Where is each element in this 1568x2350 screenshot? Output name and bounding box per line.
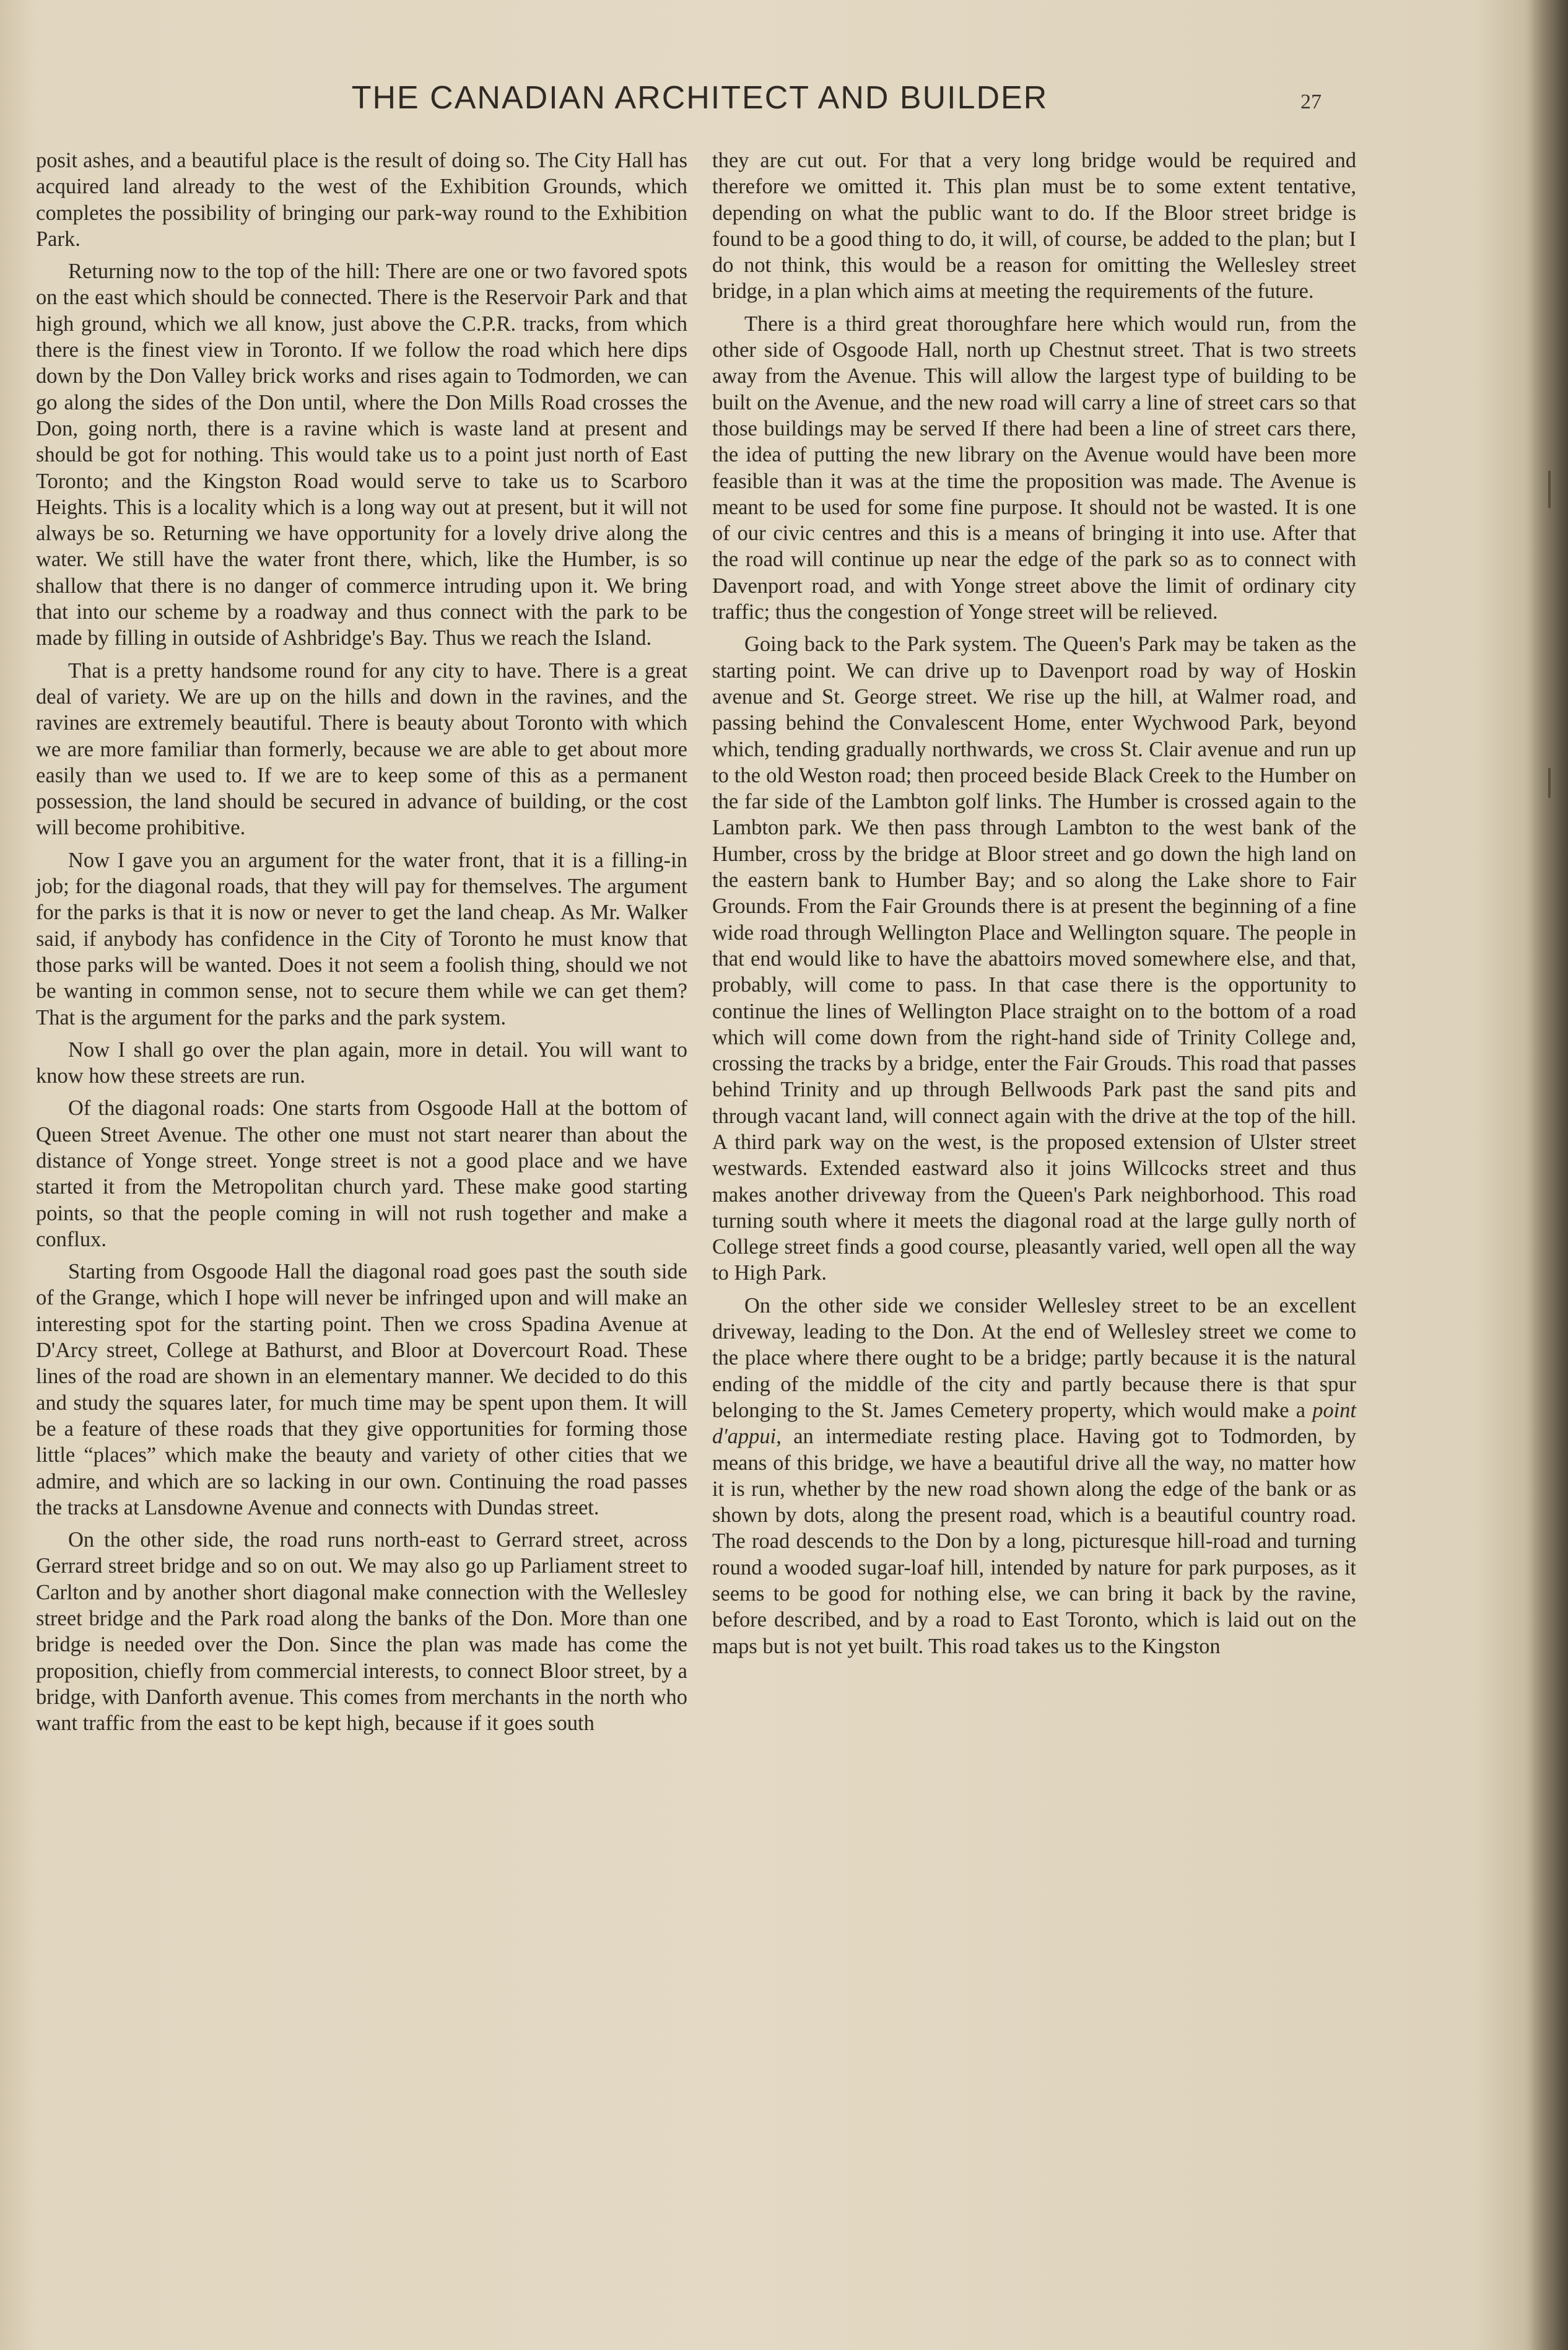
paragraph: Starting from Osgoode Hall the diagonal road goes past the south side of the Grange, which I hope will never be infringed upon and will make an interesting spot for the starting point. Then we cross Spadina Avenue at D'Arcy street, College at Bathurst, and Bloor at Dovercourt Road. These lines of the road are shown in an elementary manner. We decided to do this and study the squares later, for much time may be spent upon them. It will be a feature of these roads that they give opportunities for forming those little “places” which make the beauty and variety of other cities that we admire, and which are so lacking in our own. Continuing the road passes the tracks at Lansdowne Avenue and connects with Dundas street. xyxy=(36,1260,687,1519)
paragraph: Now I gave you an argument for the water front, that it is a filling-in job; for the diagonal roads, that they will pay for themselves. The argument for the parks is that it is now or never to get the land cheap. As Mr. Walker said, if anybody has confidence in the City of Toronto he must know that those parks will be wanted. Does it not seem a foolish thing, should we not be wanting in common sense, not to secure them while we can get them? That is the argument for the parks and the park system. xyxy=(36,848,687,1029)
paragraph: On the other side, the road runs north-east to Gerrard street, across Gerrard street bridge and so on out. We may also go up Parliament street to Carlton and by another short diagonal make connection with the Wellesley street bridge and the Park road along the banks of the Don. More than one bridge is needed over the Don. Since the plan was made has come the proposition, chiefly from commercial interests, to connect Bloor street, by a bridge, with Danforth avenue. This comes from merchants in the north who want traffic from the east to be kept high, because if it goes south xyxy=(36,1528,687,1736)
paragraph xyxy=(712,1293,1356,1659)
paragraph: they are cut out. For that a very long bridge would be required and therefore we omitted it. This plan must be to some extent tentative, depending on what the public want to do. If the Bloor street bridge is found to be a good thing to do, it will, of course, be added to the plan; but I do not think, this would be a reason for omitting the Wellesley street bridge, in a plan which aims at meeting the requirements of the future. xyxy=(712,149,1356,304)
paragraph: Now I shall go over the plan again, more in detail. You will want to know how these streets are run. xyxy=(36,1037,687,1088)
paragraph-text: , an intermediate resting place. Having got to Todmorden, by means of this bridge, we have a beautiful drive all the way, no matter how it is run, whether by the new road shown along the edge of the bank or as shown by dots, along the present road, which is a beautiful country road. The road descends to the Don by a long, picturesque hill-road and turning round a wooded sugar-loaf hill, intended by nature for park purposes, as it seems to be good for nothing else, we can bring it back by the ravine, before described, and by a road to East Toronto, which is laid out on the maps but is not yet built. This road takes us to the Kingston xyxy=(712,1425,1356,1658)
binding-shadow xyxy=(1530,0,1568,2350)
paragraph: There is a third great thoroughfare here which would run, from the other side of Osgoode Hall, north up Chestnut street. That is two streets away from the Avenue. This will allow the largest type of building to be built on the Avenue, and the new road will carry a line of street cars so that those buildings may be served If there had been a line of street cars there, the idea of putting the new library on the Avenue would have been more feasible than it was at the time the proposition was made. The Avenue is meant to be used for some fine purpose. It should not be wasted. It is one of our civic centres and this is a means of bringing it into use. After that the road will continue up near the edge of the park so as to connect with Davenport road, and with Yonge street above the limit of ordinary city traffic; thus the congestion of Yonge street will be relieved. xyxy=(712,312,1356,624)
left-column xyxy=(36,147,687,1737)
page-header: THE CANADIAN ARCHITECT AND BUILDER xyxy=(351,80,1048,116)
page-number: 27 xyxy=(1300,90,1322,113)
paragraph-text: On the other side we consider Wellesley street to be an excellent driveway, leading to the Don. At the end of Wellesley street we come to the place where there ought to be a bridge; partly because it is the natural ending of the middle of the city and partly because there is that spur belonging to the St. James Cemetery property, which would make a xyxy=(712,1293,1356,1422)
paragraph: posit ashes, and a beautiful place is the result of doing so. The City Hall has acquired land already to the west of the Exhibition Grounds, which completes the possibility of bringing our park-way round to the Exhibition Park. xyxy=(36,149,687,251)
paragraph: Of the diagonal roads: One starts from Osgoode Hall at the bottom of Queen Street Avenue. The other one must not start nearer than about the distance of Yonge street. Yonge street is not a good place and we have started it from the Metropolitan church yard. These make good starting points, so that the people coming in will not rush together and make a conflux. xyxy=(36,1096,687,1251)
paragraph: That is a pretty handsome round for any city to have. There is a great deal of variety. We are up on the hills and down in the ravines, and the ravines are extremely beautiful. There is beauty about Toronto with which we are more familiar than formerly, because we are able to get about more easily than we used to. If we are to keep some of this as a permanent possession, the land should be secured in advance of building, or the cost will become prohibitive. xyxy=(36,658,687,840)
paragraph: Going back to the Park system. The Queen's Park may be taken as the starting point. We can drive up to Davenport road by way of Hoskin avenue and St. George street. We rise up the hill, at Walmer road, and passing behind the Convalescent Home, enter Wychwood Park, beyond which, tending gradually northwards, we cross St. Clair avenue and run up to the old Weston road; then proceed beside Black Creek to the Humber on the far side of the Lambton golf links. The Humber is crossed again to the Lambton park. We then pass through Lambton to the west bank of the Humber, cross by the bridge at Bloor street and go down the high land on the eastern bank to Humber Bay; and so along the Lake shore to Fair Grounds. From the Fair Grounds there is at present the beginning of a fine wide road through Wellington Place and Wellington square. The people in that end would like to have the abattoirs moved somewhere else, and that, probably, will come to pass. In that case there is the opportunity to continue the lines of Wellington Place straight on to the bottom of a road which will come down from the right-hand side of Trinity College and, crossing the tracks by a bridge, enter the Fair Grouds. This road that passes behind Trinity and up through Bellwoods Park past the sand pits and through vacant land, will connect again with the drive at the top of the hill. A third park way on the west, is the proposed extension of Ulster street westwards. Extended eastward also it joins Willcocks street and thus makes another driveway from the Queen's Park neighborhood. This road turning south where it meets the diagonal road at the large gully north of College street finds a good course, pleasantly varied, well open all the way to High Park. xyxy=(712,632,1356,1285)
margin-mark xyxy=(1548,768,1551,798)
paragraph: Returning now to the top of the hill: There are one or two favored spots on the east which should be connected. There is the Reservoir Park and that high ground, which we all know, just above the C.P.R. tracks, from which there is the finest view in Toronto. If we follow the road which here dips down by the Don Valley brick works and rises again to Todmorden, we can go along the sides of the Don until, where the Don Mills Road crosses the Don, going north, there is a ravine which is waste land at present and should be got for nothing. This would take us to a point just north of East Toronto; and the Kingston Road would serve to take us to Scarboro Heights. This is a locality which is a long way out at present, but it will not always be so. Returning we have opportunity for a lovely drive along the water. We still have the water front there, which, like the Humber, is so shallow that there is no danger of commerce intruding upon it. We bring that into our scheme by a roadway and thus connect with the park to be made by filling in outside of Ashbridge's Bay. Thus we reach the Island. xyxy=(36,260,687,650)
right-column xyxy=(712,147,1356,1659)
margin-mark xyxy=(1548,471,1551,508)
italic-phrase: point d'appui xyxy=(712,1398,1356,1449)
